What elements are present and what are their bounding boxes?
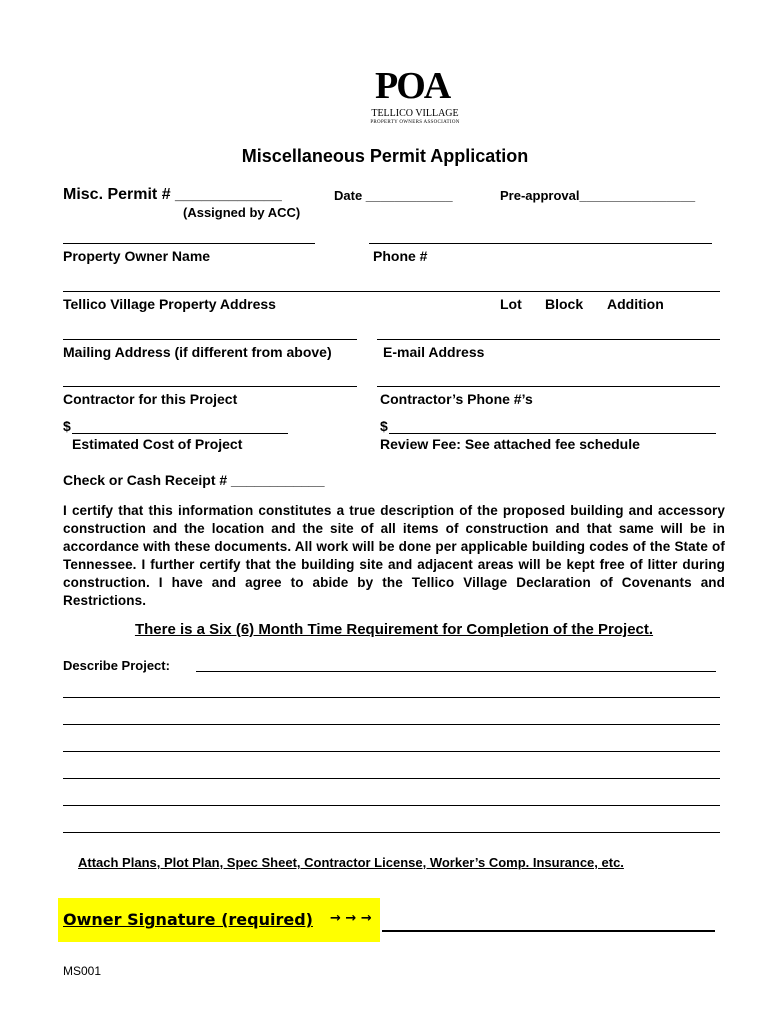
contractor-line[interactable]	[63, 386, 357, 387]
email-label: E-mail Address	[383, 344, 485, 360]
contractor-label: Contractor for this Project	[63, 391, 238, 407]
poa-logo	[355, 64, 475, 130]
describe-line-3[interactable]	[63, 724, 720, 725]
mailing-label: Mailing Address (if different from above)	[63, 344, 332, 360]
describe-project-label: Describe Project:	[63, 658, 170, 673]
describe-line-7[interactable]	[63, 832, 720, 833]
owner-name-line[interactable]	[63, 243, 315, 244]
preapproval-label: Pre-approval________________	[500, 188, 696, 203]
contractor-phone-line[interactable]	[377, 386, 720, 387]
owner-signature-label: Owner Signature (required)	[63, 910, 313, 929]
page-title: Miscellaneous Permit Application	[241, 146, 529, 166]
describe-line-4[interactable]	[63, 751, 720, 752]
phone-label: Phone #	[373, 248, 428, 264]
owner-name-label: Property Owner Name	[63, 248, 211, 264]
logo-letters: POA	[375, 65, 450, 107]
address-label: Tellico Village Property Address	[63, 296, 276, 312]
form-code: MS001	[63, 964, 102, 978]
receipt-label: Check or Cash Receipt # ____________	[63, 472, 325, 488]
block-label: Block	[545, 296, 584, 312]
logo-name: TELLICO VILLAGE	[371, 108, 459, 119]
fee-label: Review Fee: See attached fee schedule	[380, 436, 640, 452]
time-requirement: There is a Six (6) Month Time Requirement for Completion of the Project.	[134, 621, 654, 638]
phone-line[interactable]	[369, 243, 712, 244]
fee-dollar-sign: $	[380, 418, 388, 434]
email-line[interactable]	[377, 339, 720, 340]
describe-line-2[interactable]	[63, 697, 720, 698]
fee-line[interactable]	[389, 433, 716, 434]
signature-arrows: → → →	[330, 911, 372, 926]
attach-note: Attach Plans, Plot Plan, Spec Sheet, Contractor License, Worker’s Comp. Insurance, etc.	[78, 855, 624, 870]
date-label: Date ____________	[334, 188, 453, 203]
permit-number-label: Misc. Permit # ____________	[63, 186, 282, 203]
address-line[interactable]	[63, 291, 720, 292]
certification-text: I certify that this information constitutes a true description of the proposed building and accessory construction and the location and the site of all items of construction and that same will be in accordance with these documents. All work will be done per applicable building codes of the State of Tennessee. I further certify that the building site and adjacent areas will be kept free of litter during construction. I have and agree to abide by the Tellico Village Declaration of Covenants and Restrictions.	[63, 503, 725, 608]
logo-subtitle: PROPERTY OWNERS ASSOCIATION	[370, 120, 460, 125]
assigned-note: (Assigned by ACC)	[183, 205, 301, 220]
lot-label: Lot	[500, 296, 522, 312]
mailing-line[interactable]	[63, 339, 357, 340]
cost-line[interactable]	[72, 433, 288, 434]
cost-dollar-sign: $	[63, 418, 71, 434]
describe-line-6[interactable]	[63, 805, 720, 806]
signature-line[interactable]	[382, 930, 715, 932]
addition-label: Addition	[607, 296, 664, 312]
describe-line-1[interactable]	[196, 671, 716, 672]
describe-line-5[interactable]	[63, 778, 720, 779]
cost-label: Estimated Cost of Project	[72, 436, 243, 452]
contractor-phone-label: Contractor’s Phone #’s	[380, 391, 533, 407]
